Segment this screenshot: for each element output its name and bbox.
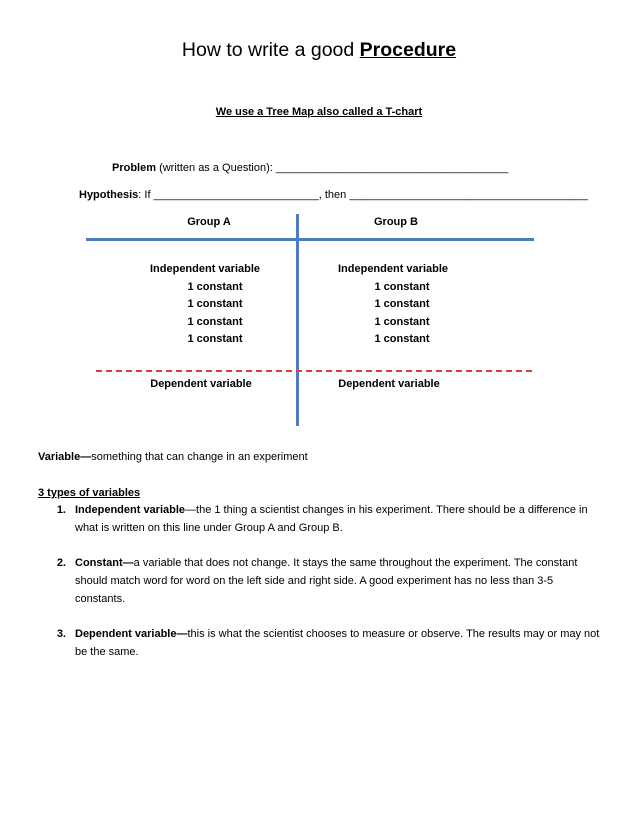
types-heading: 3 types of variables [38,487,141,499]
list-term: Independent variable [75,504,186,516]
group-b-constant: 1 constant [374,281,430,293]
group-b-dependent: Dependent variable [338,378,440,390]
list-term: Dependent variable— [75,628,188,640]
list-number: 1. [56,504,66,516]
group-b-independent: Independent variable [337,263,449,275]
group-a-constant: 1 constant [187,281,243,293]
problem-line [112,161,508,175]
hypothesis-line [79,188,588,202]
variable-term: Variable— [38,451,92,463]
list-item-dependent [75,625,605,661]
variable-text: something that can change in an experiment [91,451,308,463]
list-text: —the 1 thing a scientist changes in his experiment. There should be a difference in what is written on this line under Group A and Group B. [75,504,588,534]
group-a-constant: 1 constant [187,298,243,310]
group-a-dependent: Dependent variable [150,378,252,390]
title-prefix: How to write a good [181,39,360,61]
hypothesis-label: Hypothesis [79,189,139,201]
group-a-constant: 1 constant [187,333,243,345]
list-text: this is what the scientist chooses to measure or observe. The results may or may not be the same. [75,628,600,658]
group-b-constant: 1 constant [374,298,430,310]
list-number: 2. [56,557,66,569]
group-a-independent: Independent variable [149,263,261,275]
problem-label: Problem [112,162,157,174]
t-chart-horizontal-line [86,238,534,241]
title-emphasis: Procedure [359,39,457,61]
list-text: a variable that does not change. It stays the same throughout the experiment. The constant should match word for word on the left side and right side. A good experiment has no less than 3-5 constants. [75,557,578,605]
group-b-constant: 1 constant [374,333,430,345]
group-a-header: Group A [187,216,231,228]
list-item-constant [75,554,605,608]
page-title [0,38,638,62]
list-number: 3. [56,628,66,640]
list-item-independent [75,501,605,537]
list-term: Constant— [75,557,134,569]
subtitle: We use a Tree Map also called a T-chart [215,106,423,118]
dependent-divider-dashed-line [96,370,532,372]
t-chart-vertical-line [296,214,299,426]
hypothesis-rest: : If ___________________________, then _______________________________________ [138,189,588,201]
group-b-header: Group B [374,216,418,228]
group-b-constant: 1 constant [374,316,430,328]
problem-rest: (written as a Question): ______________________________________ [156,162,509,174]
variable-definition [38,448,308,466]
group-a-constant: 1 constant [187,316,243,328]
